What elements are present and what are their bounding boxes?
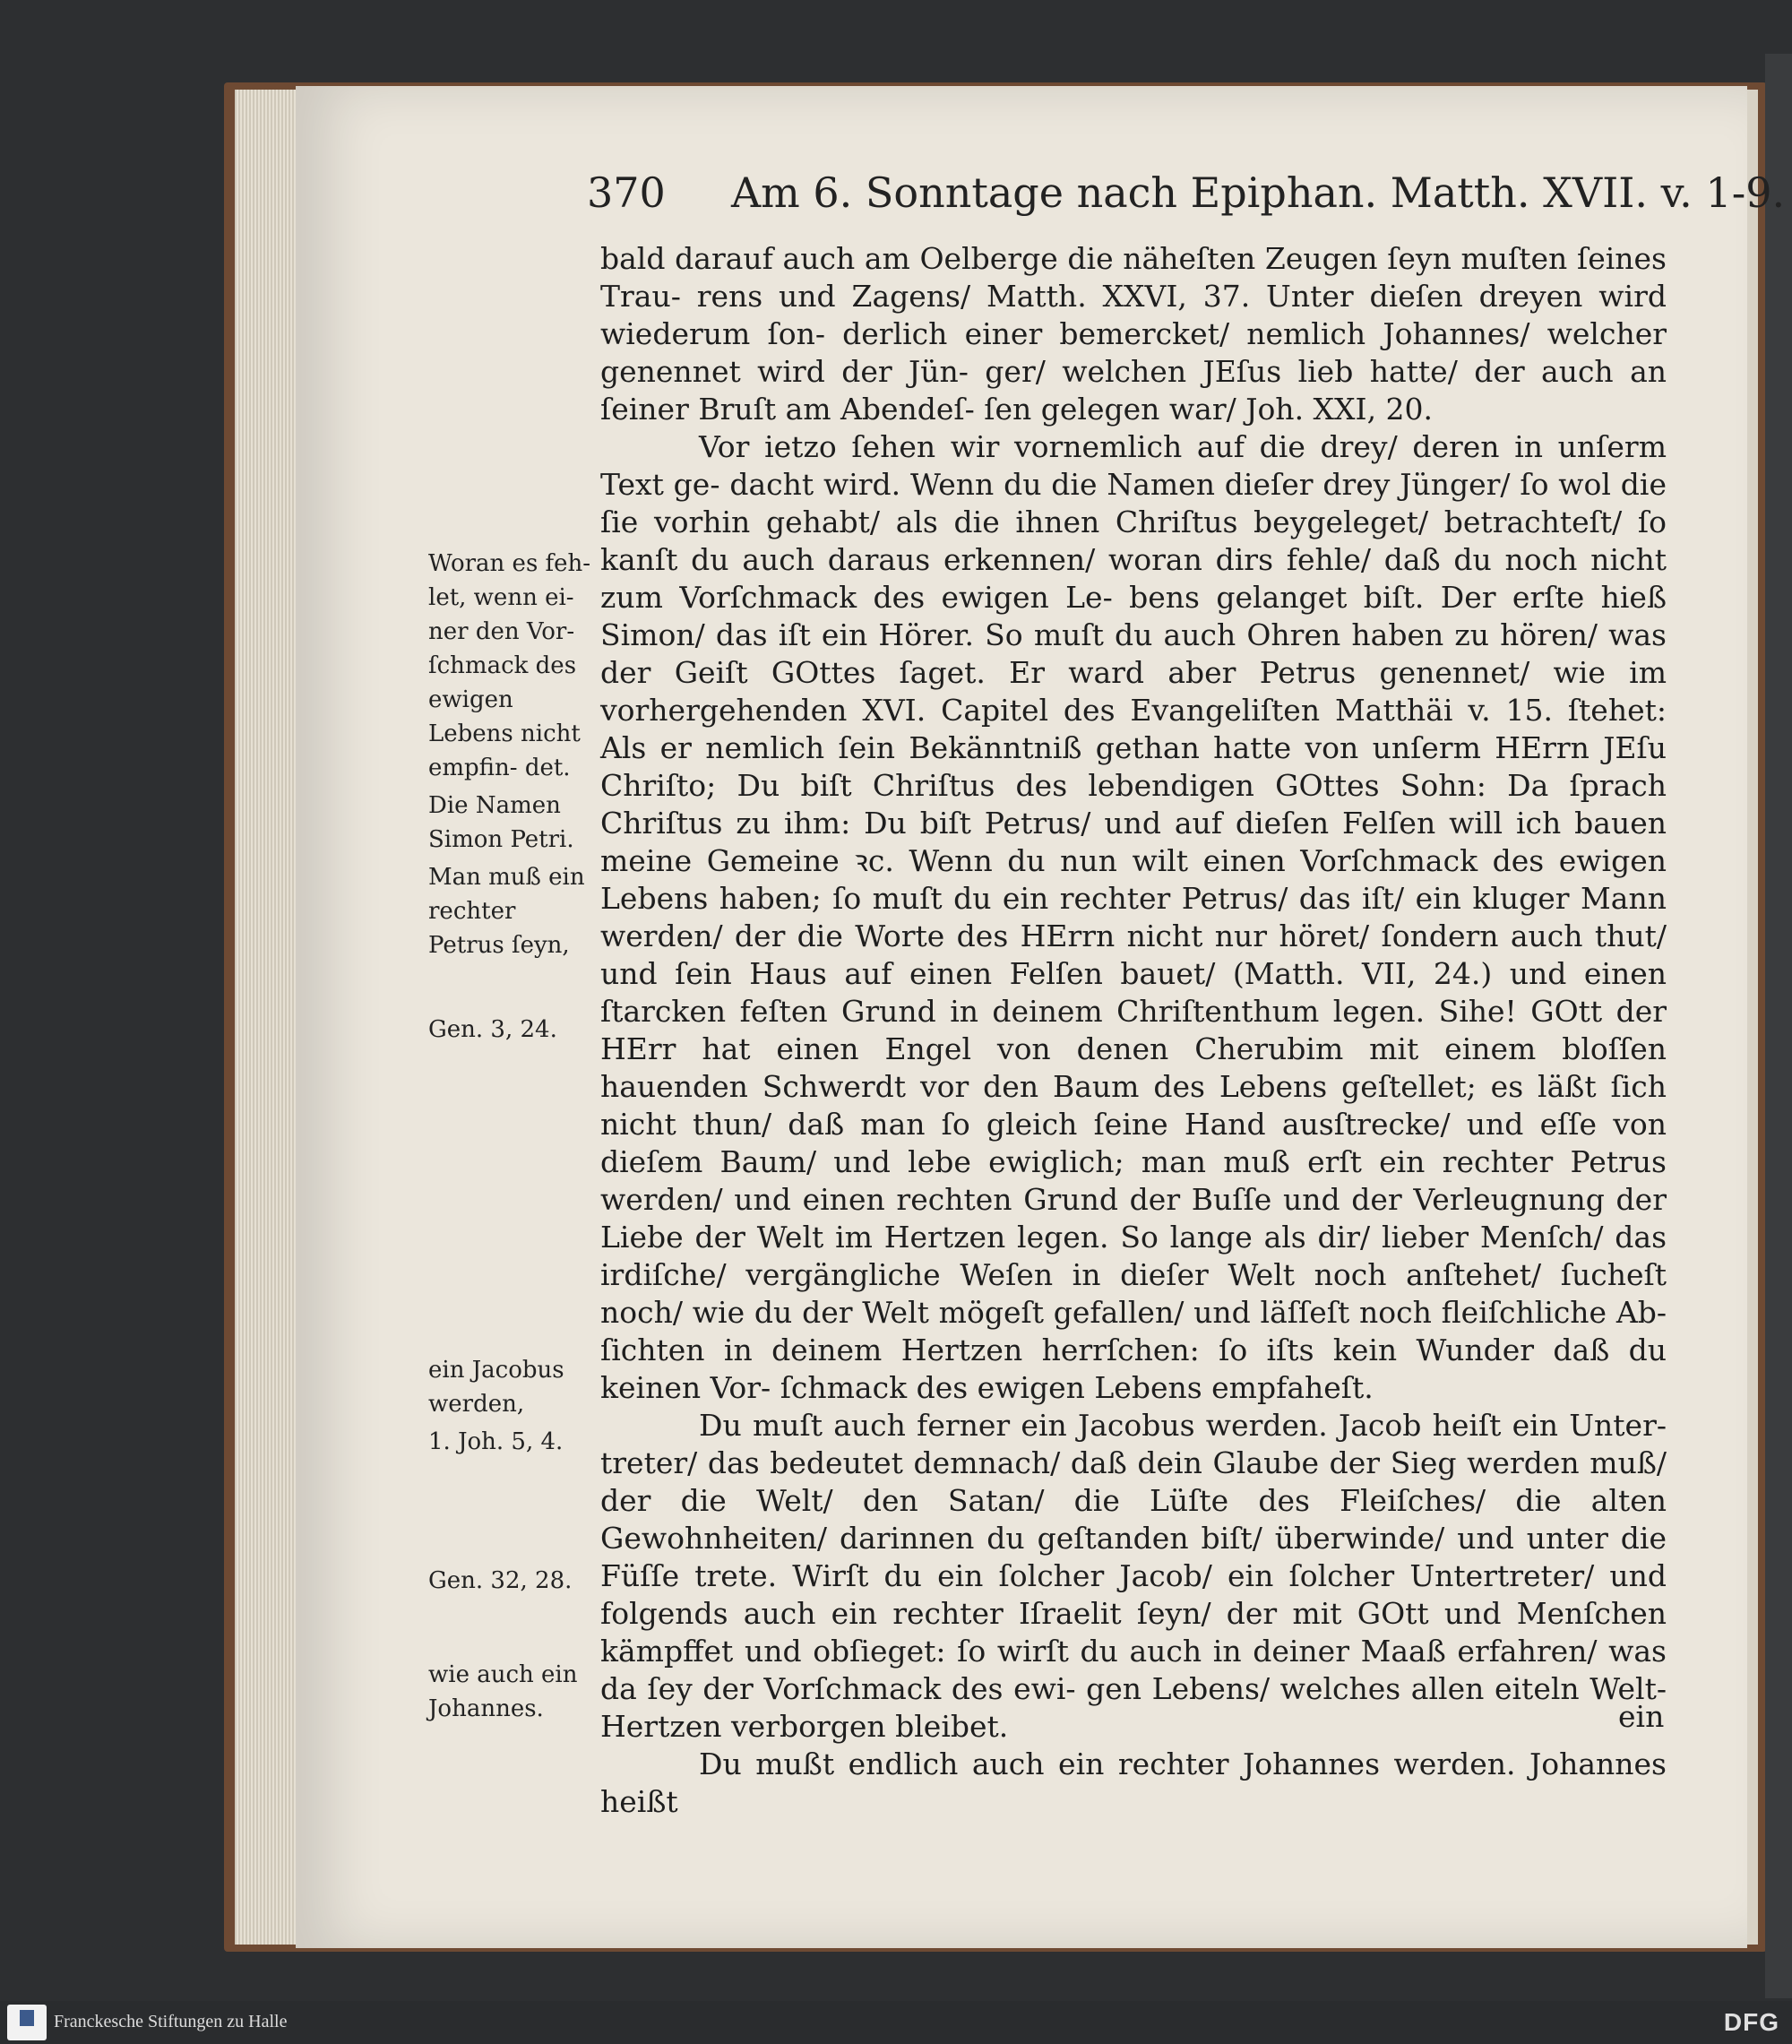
margin-note: Gen. 32, 28. (428, 1567, 573, 1594)
catchword: ein (1618, 1699, 1665, 1734)
margin-note: 1. Joh. 5, 4. (428, 1428, 564, 1455)
paragraph: Vor ietzo ſehen wir vornemlich auf die drey/ deren in unſerm Text ge- dacht wird. Wenn du die Namen dieſer drey Jünger/ ſo wol die ſie vorhin gehabt/ als die ihnen Chriſtus beygeleget/ betrachteſt/ ſo kanſt du auch daraus erkennen/ woran dirs fehle/ daß du noch nicht zum Vorſchmack des ewigen Le- bens gelanget biſt. Der erſte hieß Simon/ das iſt ein Hörer. So muſt du auch Ohren haben zu hören/ was der Geiſt GOttes ſaget. Er ward aber Petrus genennet/ wie im vorhergehenden XVI. Capitel des Evangeliſten Matthäi v. 15. ſtehet: Als er nemlich ſein Bekänntniß gethan hatte von unſerm HErrn JEſu Chriſto; Du biſt Chriſtus des lebendigen GOttes Sohn: Da ſprach Chriſtus zu ihm: Du biſt Petrus/ und auf dieſen Felſen will ich bauen meine Gemeine ꝛc. Wenn du nun wilt einen Vorſchmack des ewigen Lebens haben; ſo muſt du ein rechter Petrus/ das iſt/ ein kluger Mann werden/ der die Worte des HErrn nicht nur höret/ ſondern auch thut/ und ſein Haus auf einen Felſen bauet/ (Matth. VII, 24.) und einen ſtarcken feſten Grund in deinem Chriſtenthum legen. Sihe! GOtt der HErr hat einen Engel von denen Cherubim mit einem bloſſen hauenden Schwerdt vor den Baum des Lebens geſtellet; es läßt ſich nicht thun/ daß man ſo gleich ſeine Hand ausſtrecke/ und eſſe von dieſem Baum/ und lebe ewiglich; man muß erſt ein rechter Petrus werden/ und einen rechten Grund der Buſſe und der Verleugnung der Liebe der Welt im Hertzen legen. So lange als dir/ lieber Menſch/ das irdiſche/ vergängliche Weſen in dieſer Welt noch anſtehet/ ſucheſt noch/ wie du der Welt mögeſt gefallen/ und läſſeſt noch fleiſchliche Ab- ſichten in deinem Hertzen herrſchen: ſo iſts kein Wunder daß du keinen Vor- ſchmack des ewigen Lebens empfaheſt. (600, 429, 1667, 1405)
running-head (587, 168, 1786, 217)
margin-note: wie auch ein Johannes. (428, 1661, 578, 1722)
footer-bar (0, 2001, 1792, 2044)
institution-name: Franckesche Stiftungen zu Halle (54, 2012, 288, 2031)
institution-logo-icon (7, 2005, 47, 2040)
body-text (600, 240, 1667, 1821)
right-page-edge (1765, 54, 1792, 1998)
margin-note: Die Namen Simon Petri. (428, 792, 574, 853)
paragraph: bald darauf auch am Oelberge die näheſten Zeugen ſeyn muſten ſeines Trau- rens und Zagens/ Matth. XXVI, 37. Unter dieſen dreyen wird wiederum ſon- derlich einer bemercket/ nemlich Johannes/ welcher genennet wird der Jün- ger/ welchen JEſus lieb hatte/ der auch an ſeiner Bruſt am Abendeſ- ſen gelegen war/ Joh. XXI, 20. (600, 241, 1667, 427)
running-title: Am 6. Sonntage nach Epiphan. Matth. XVII. v. 1-9. (730, 168, 1786, 217)
paragraph: Du muſt auch ferner ein Jacobus werden. Jacob heiſt ein Unter- treter/ das bedeutet demnach/ daß dein Glaube der Sieg werden muß/ der die Welt/ den Satan/ die Lüſte des Fleiſches/ die alten Gewohnheiten/ darinnen du geſtanden biſt/ überwinde/ und unter die Füſſe trete. Wirſt du ein ſolcher Jacob/ ein ſolcher Untertreter/ und folgends auch ein rechter Iſraelit ſeyn/ der mit GOtt und Menſchen kämpffet und obſieget: ſo wirſt du auch in deiner Maaß erfahren/ was da ſey der Vorſchmack des ewi- gen Lebens/ welches allen eiteln Welt-Hertzen verborgen bleibet. (600, 1408, 1667, 1744)
margin-note: Woran es feh- let, wenn ei- ner den Vor- ſchmack des ewigen Lebens nicht empfin- det. (428, 550, 591, 781)
paragraph: Du mußt endlich auch ein rechter Johannes werden. Johannes heißt (600, 1746, 1667, 1819)
dfg-logo: DFG (1723, 2008, 1779, 2036)
page-number: 370 (587, 168, 666, 217)
margin-note: Gen. 3, 24. (428, 1016, 557, 1043)
margin-note: ein Jacobus werden, (428, 1357, 564, 1418)
logo-mark-icon (20, 2010, 34, 2026)
margin-note: Man muß ein rechter Petrus ſeyn, (428, 864, 585, 959)
